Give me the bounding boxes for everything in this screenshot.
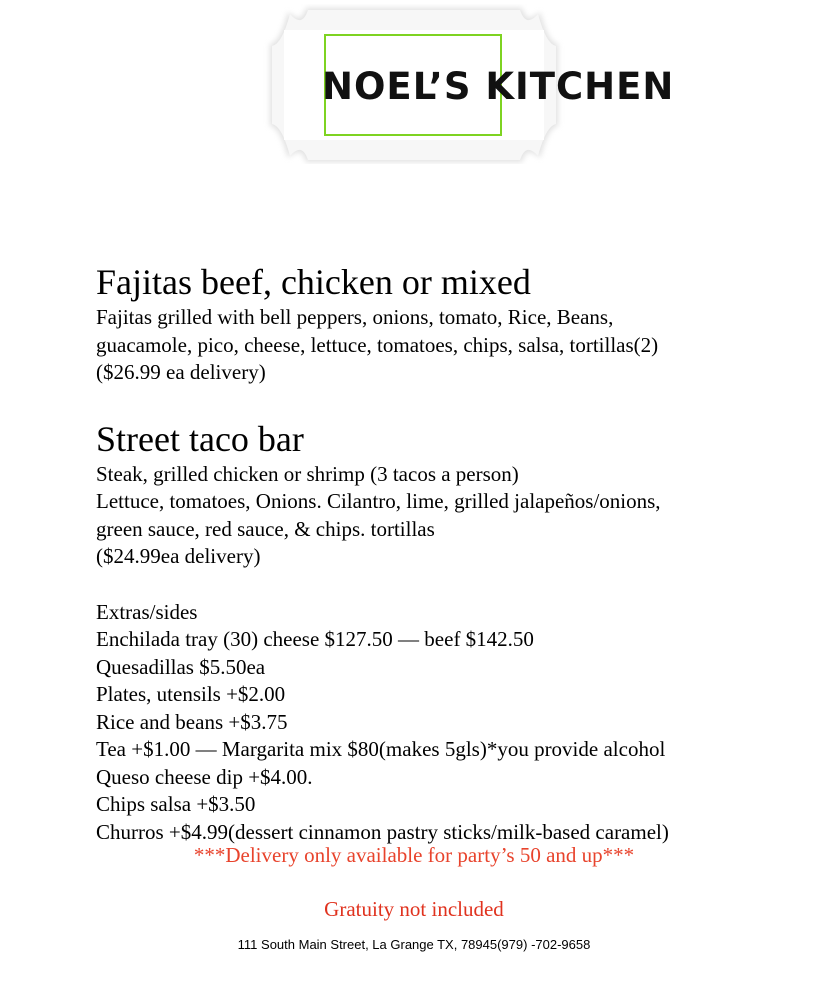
- extras-item: Chips salsa +$3.50: [96, 792, 256, 816]
- taco-bar-line: Lettuce, tomatoes, Onions. Cilantro, lime, grilled jalapeños/onions,: [96, 489, 661, 513]
- extras-section: [96, 599, 796, 847]
- fajitas-line: Fajitas grilled with bell peppers, onions, tomato, Rice, Beans,: [96, 305, 614, 329]
- taco-bar-line: Steak, grilled chicken or shrimp (3 tacos a person): [96, 461, 519, 486]
- fajitas-title: Fajitas beef, chicken or mixed: [96, 262, 531, 302]
- extras-item: Plates, utensils +$2.00: [96, 682, 286, 706]
- extras-heading: Extras/sides: [96, 599, 198, 624]
- logo: [262, 4, 675, 164]
- fajitas-section: [96, 260, 796, 387]
- logo-text: NOEL’S KITCHEN: [322, 65, 675, 108]
- fajitas-line: guacamole, pico, cheese, lettuce, tomatoes, chips, salsa, tortillas(2): [96, 332, 659, 357]
- menu-content: [96, 260, 796, 846]
- extras-item: Quesadillas $5.50ea: [96, 654, 266, 679]
- fajitas-price: ($26.99 ea delivery): [96, 360, 266, 384]
- taco-bar-line: green sauce, red sauce, & chips. tortillas: [96, 516, 435, 541]
- extras-item: Rice and beans +$3.75: [96, 709, 288, 734]
- taco-bar-section: [96, 417, 796, 571]
- footer-address: 111 South Main Street, La Grange TX, 78945(979) -702-9658: [237, 937, 591, 952]
- extras-item: Queso cheese dip +$4.00.: [96, 764, 313, 789]
- extras-item: Tea +$1.00 — Margarita mix $80(makes 5gls)*you provide alcohol: [96, 737, 666, 761]
- gratuity-notice: Gratuity not included: [324, 897, 504, 921]
- taco-bar-title: Street taco bar: [96, 418, 304, 459]
- extras-item: Churros +$4.99(dessert cinnamon pastry sticks/milk-based caramel): [96, 819, 669, 844]
- extras-item: Enchilada tray (30) cheese $127.50 — beef $142.50: [96, 627, 534, 651]
- taco-bar-price: ($24.99ea delivery): [96, 544, 261, 568]
- delivery-notice: ***Delivery only available for party’s 50 and up***: [193, 843, 635, 867]
